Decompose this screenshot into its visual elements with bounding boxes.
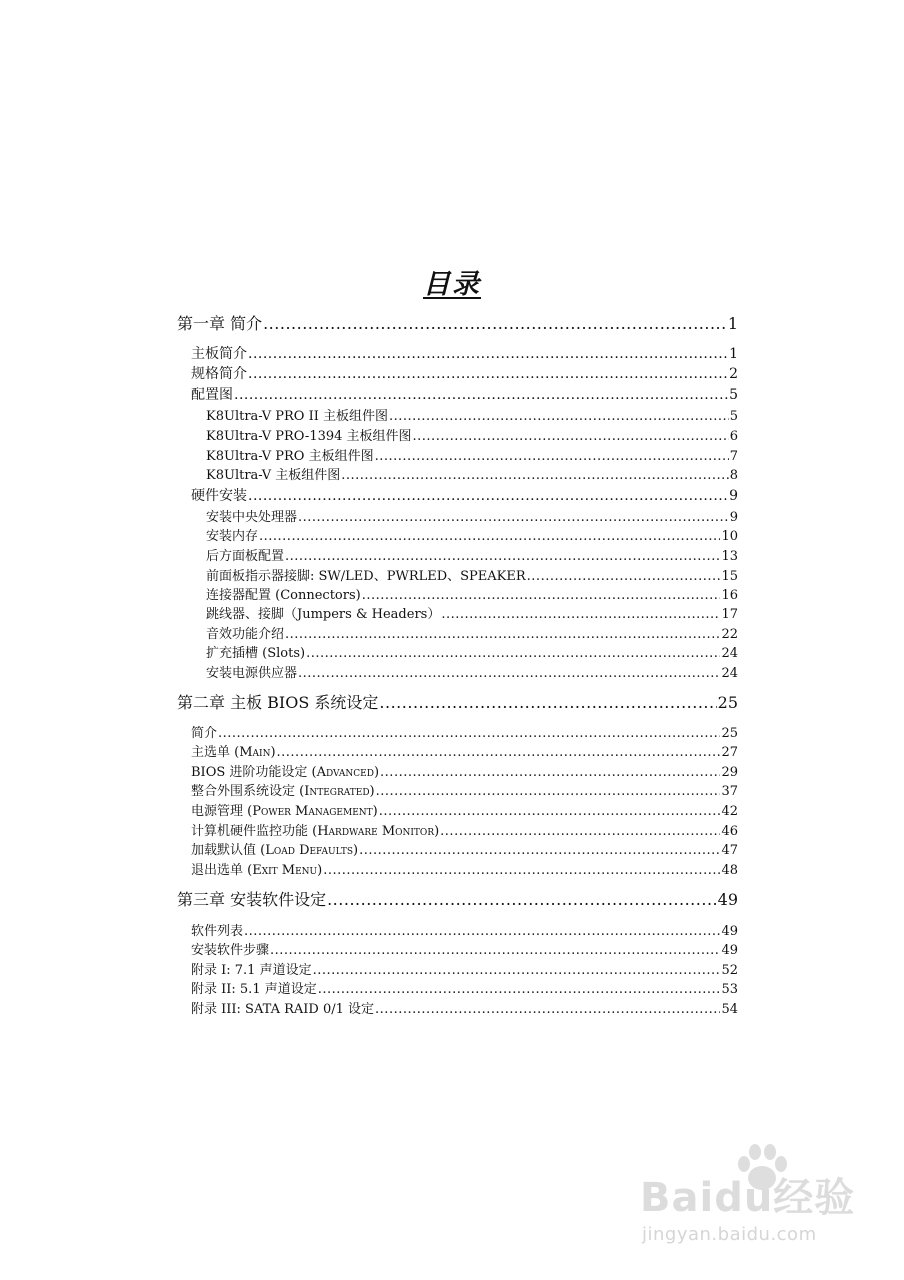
toc-label: 规格简介 (191, 366, 247, 382)
toc-label: 扩充插槽 (Slots) (206, 646, 306, 661)
baidu-jingyan-watermark (640, 1140, 870, 1260)
toc-entry[interactable] (191, 998, 738, 1017)
toc-page: 8 (729, 468, 738, 483)
toc-page: 24 (721, 646, 738, 661)
toc-label: 跳线器、接脚（Jumpers & Headers） (206, 607, 441, 622)
leader-dots (376, 784, 721, 799)
toc-page: 9 (729, 510, 738, 525)
toc-label: 配置图 (191, 387, 233, 403)
watermark-brand: Baidu经验 (640, 1175, 856, 1221)
toc-label: 安装内存 (206, 529, 259, 544)
toc-page: 2 (729, 366, 738, 382)
toc-label: 音效功能介绍 (206, 627, 285, 642)
leader-dots (248, 488, 728, 504)
leader-dots (413, 429, 729, 444)
toc-page: 42 (721, 804, 738, 819)
toc-page: 27 (721, 745, 738, 760)
toc-entry[interactable] (206, 565, 738, 584)
toc-page: 54 (721, 1002, 738, 1017)
toc-entry[interactable] (191, 363, 738, 383)
toc-entry-chapter-3[interactable] (177, 887, 738, 910)
toc-entry[interactable] (191, 820, 738, 839)
leader-dots (248, 366, 728, 382)
toc-entry[interactable] (206, 425, 738, 444)
toc-label: K8Ultra-V 主板组件图 (206, 468, 341, 483)
leader-dots (323, 863, 720, 878)
leader-dots (259, 529, 720, 544)
toc-label: K8Ultra-V PRO-1394 主板组件图 (206, 429, 412, 444)
toc-entry[interactable] (206, 642, 738, 661)
leader-dots (379, 693, 716, 712)
toc-entry[interactable] (206, 506, 738, 525)
toc-label: 附录 II: 5.1 声道设定 (191, 982, 317, 997)
toc-label: 第三章 安装软件设定 (177, 890, 327, 909)
leader-dots (359, 843, 720, 858)
toc-entry[interactable] (191, 959, 738, 978)
toc-page: 52 (721, 963, 738, 978)
toc-label: K8Ultra-V PRO II 主板组件图 (206, 409, 388, 424)
toc-label: 软件列表 (191, 924, 244, 939)
toc-label: 第二章 主板 BIOS 系统设定 (177, 693, 379, 712)
toc-label: 安装中央处理器 (206, 510, 298, 525)
leader-dots (298, 510, 729, 525)
toc-page: 48 (721, 863, 738, 878)
toc-page: 49 (721, 943, 738, 958)
toc-label: 第一章 简介 (177, 314, 263, 333)
toc-page: 24 (721, 666, 738, 681)
toc-entry-chapter-1[interactable] (177, 311, 738, 334)
toc-entry[interactable] (206, 545, 738, 564)
leader-dots (306, 646, 720, 661)
leader-dots (441, 607, 720, 622)
leader-dots (318, 982, 721, 997)
toc-label: 连接器配置 (Connectors) (206, 588, 361, 603)
toc-entry[interactable] (191, 839, 738, 858)
toc-label: 主选单 (Main) (191, 745, 276, 760)
toc-page: 1 (727, 314, 738, 333)
leader-dots (389, 409, 729, 424)
toc-entry[interactable] (191, 920, 738, 939)
toc-entry-chapter-2[interactable] (177, 690, 738, 713)
toc-entry[interactable] (191, 939, 738, 958)
toc-entry[interactable] (191, 780, 738, 799)
leader-dots (298, 666, 720, 681)
toc-entry[interactable] (206, 603, 738, 622)
toc-page: 1 (729, 346, 738, 362)
toc-label: 安装软件步骤 (191, 943, 270, 958)
toc-entry[interactable] (191, 978, 738, 997)
leader-dots (285, 627, 720, 642)
watermark-url: jingyan.baidu.com (642, 1224, 817, 1245)
toc-label: 主板简介 (191, 346, 247, 362)
toc-label: 简介 (191, 726, 218, 741)
toc-label: 附录 I: 7.1 声道设定 (191, 963, 312, 978)
toc-page: 49 (717, 890, 738, 909)
toc-label: K8Ultra-V PRO 主板组件图 (206, 449, 374, 464)
toc-page: 6 (729, 429, 738, 444)
toc-page: 15 (721, 569, 738, 584)
toc-label: 计算机硬件监控功能 (Hardware Monitor) (191, 824, 440, 839)
leader-dots (313, 963, 721, 978)
leader-dots (341, 468, 728, 483)
toc-page: 13 (721, 549, 738, 564)
toc-label: 加载默认值 (Load Defaults) (191, 843, 359, 858)
toc-page: 37 (721, 784, 738, 799)
toc-page: 17 (721, 607, 738, 622)
toc-page: 46 (721, 824, 738, 839)
toc-page: 53 (721, 982, 738, 997)
page-title: 目录 (423, 269, 481, 300)
toc-page: 22 (721, 627, 738, 642)
leader-dots (263, 314, 727, 333)
toc-page: 29 (721, 765, 738, 780)
toc-page: 7 (729, 449, 738, 464)
toc-label: 电源管理 (Power Management) (191, 804, 378, 819)
leader-dots (218, 726, 720, 741)
toc-label: 前面板指示器接脚: SW/LED、PWRLED、SPEAKER (206, 569, 526, 584)
toc-label: 硬件安装 (191, 488, 247, 504)
toc-entry[interactable] (206, 464, 738, 483)
toc-page: 5 (729, 387, 738, 403)
leader-dots (362, 588, 721, 603)
toc-entry[interactable] (191, 800, 738, 819)
leader-dots (379, 804, 721, 819)
leader-dots (375, 449, 729, 464)
toc-entry[interactable] (206, 662, 738, 681)
toc-page: 25 (717, 693, 738, 712)
toc-entry[interactable] (191, 384, 738, 404)
toc-entry[interactable] (191, 722, 738, 741)
leader-dots (327, 890, 717, 909)
toc-entry[interactable] (191, 761, 738, 780)
leader-dots (234, 387, 728, 403)
leader-dots (277, 745, 721, 760)
leader-dots (527, 569, 721, 584)
toc-entry[interactable] (206, 525, 738, 544)
toc-page: 5 (729, 409, 738, 424)
toc-label: 整合外围系统设定 (Integrated) (191, 784, 375, 799)
toc-page: 47 (721, 843, 738, 858)
toc-entry[interactable] (206, 445, 738, 464)
leader-dots (285, 549, 720, 564)
toc-page: 16 (721, 588, 738, 603)
toc-label: 附录 III: SATA RAID 0/1 设定 (191, 1002, 375, 1017)
leader-dots (244, 924, 720, 939)
toc-page: 49 (721, 924, 738, 939)
toc-label: 退出选单 (Exit Menu) (191, 863, 323, 878)
toc-entry[interactable] (206, 623, 738, 642)
leader-dots (248, 346, 728, 362)
toc-label: BIOS 进阶功能设定 (Advanced) (191, 765, 380, 780)
toc-page: 9 (729, 488, 738, 504)
toc-entry[interactable] (191, 485, 738, 505)
toc-label: 后方面板配置 (206, 549, 285, 564)
toc-entry[interactable] (191, 859, 738, 878)
leader-dots (375, 1002, 720, 1017)
toc-entry[interactable] (206, 584, 738, 603)
leader-dots (380, 765, 720, 780)
toc-entry[interactable] (191, 343, 738, 363)
leader-dots (270, 943, 720, 958)
toc-page: 25 (721, 726, 738, 741)
toc-entry[interactable] (191, 741, 738, 760)
toc-entry[interactable] (206, 405, 738, 424)
toc-page: 10 (721, 529, 738, 544)
toc-label: 安装电源供应器 (206, 666, 298, 681)
leader-dots (440, 824, 720, 839)
